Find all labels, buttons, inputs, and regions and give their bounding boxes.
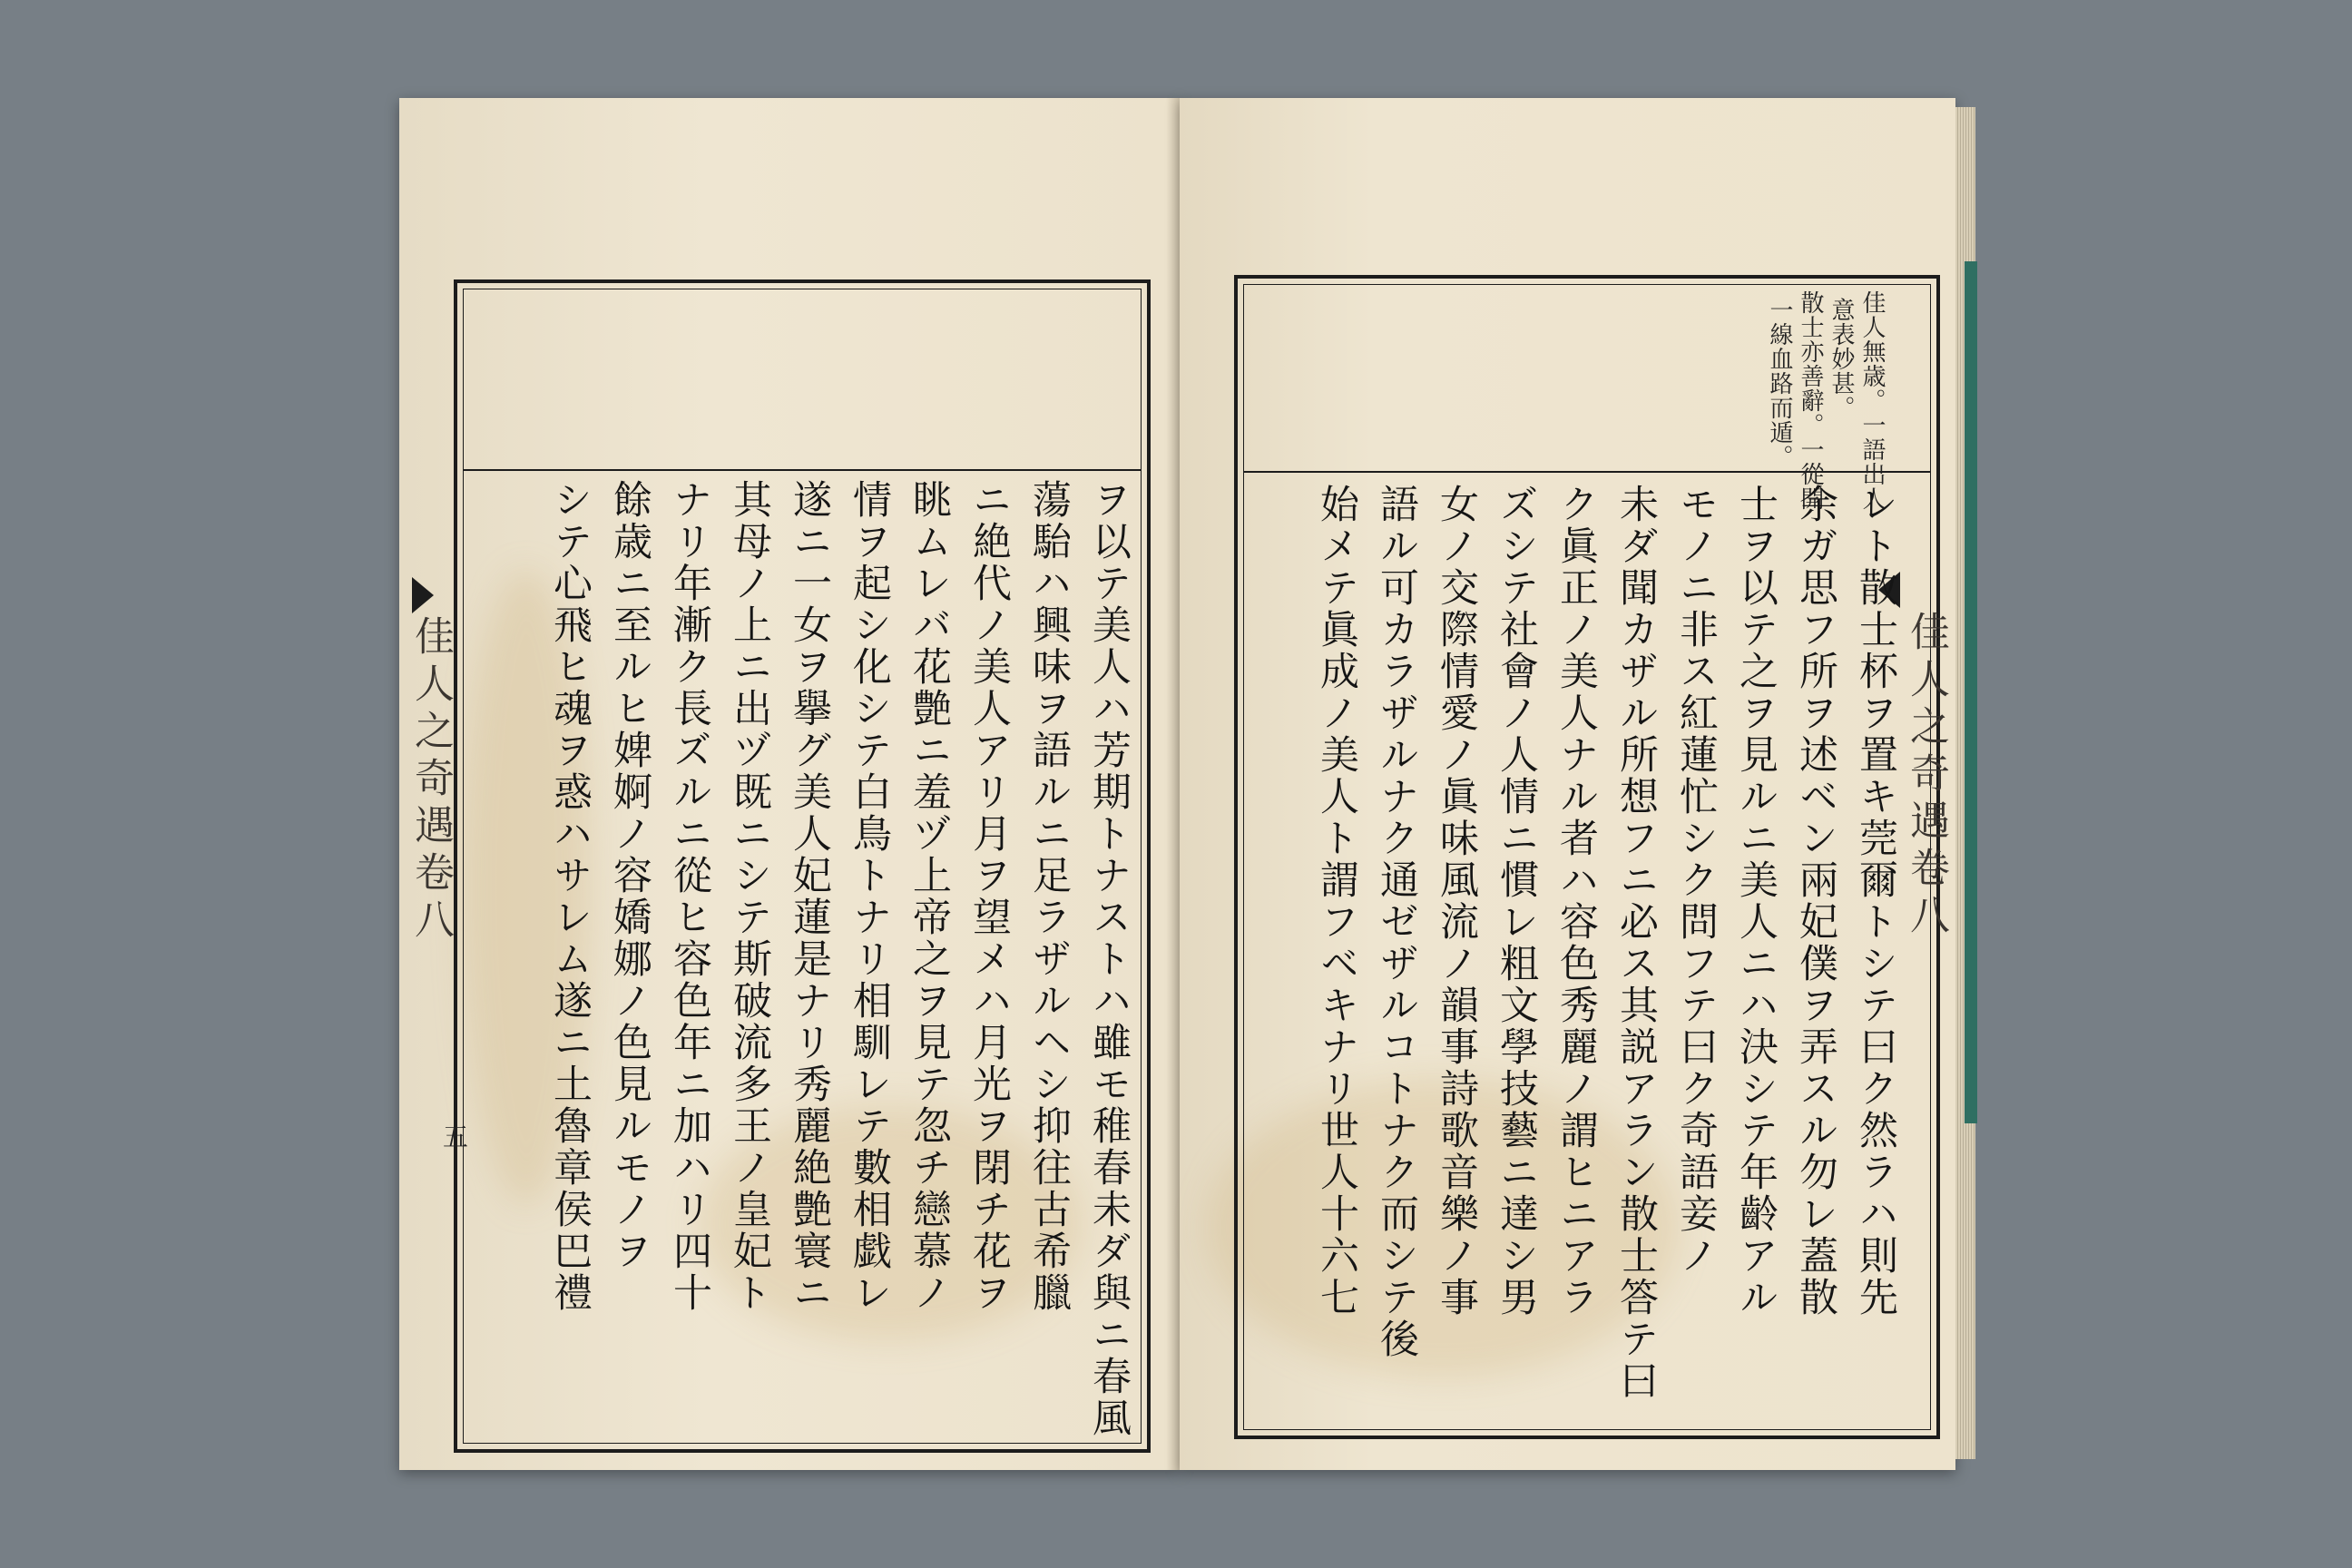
head-divider <box>463 469 1142 471</box>
right-running-title: 佳人之奇遇卷八 <box>1903 611 1949 941</box>
head-divider <box>1243 471 1931 473</box>
right-page <box>1180 98 1955 1470</box>
text-column: 余ガ思フ所ヲ述ベン兩妃僕ヲ弄スル勿レ蓋散 <box>1793 484 1838 1318</box>
text-column: ニ絶代ノ美人アリ月ヲ望メハ月光ヲ閉チ花ヲ <box>966 479 1012 1314</box>
text-column: ナリ年漸ク長ズルニ從ヒ容色年ニ加ハリ四十 <box>667 479 712 1314</box>
text-column: 餘歳ニ至ルヒ婢婀ノ容嬌娜ノ色見ルモノヲ <box>607 479 652 1272</box>
head-note-line: 散士亦善辭。一從開 <box>1797 290 1824 511</box>
left-folio: 五 <box>439 1123 469 1152</box>
left-block-center <box>390 289 472 1446</box>
fishtail-mark <box>412 577 434 613</box>
text-column: ク眞正ノ美人ナル者ハ容色秀麗ノ謂ヒニアラ <box>1553 484 1599 1318</box>
text-column: ヲ以テ美人ハ芳期トナストハ雖モ稚春未ダ與ニ春風 <box>1086 479 1132 1439</box>
text-column: モノニ非ス紅蓮忙シク問フテ曰ク奇語妾ノ <box>1673 484 1719 1277</box>
left-page <box>399 98 1180 1470</box>
head-note-line: 一線血路而遁。 <box>1766 298 1793 469</box>
head-note-line: 意表妙甚。 <box>1828 298 1855 420</box>
text-column: シテ心飛ヒ魂ヲ惑ハサレム遂ニ土魯章侯巴禮 <box>547 479 593 1314</box>
text-column: 眺ムレバ花艶ニ羞ヅ上帝之ヲ見テ忽チ戀慕ノ <box>906 479 952 1314</box>
text-column: 情ヲ起シ化シテ白鳥トナリ相馴レテ數相戯レ <box>847 479 892 1314</box>
text-column: 士ヲ以テ之ヲ見ルニ美人ニハ決シテ年齡アル <box>1733 484 1779 1318</box>
page-edge-tab <box>1965 261 1977 1123</box>
text-column: レト散士杯ヲ置キ莞爾トシテ曰ク然ラハ則先 <box>1853 484 1898 1318</box>
text-column: ズシテ社會ノ人情ニ慣レ粗文學技藝ニ達シ男 <box>1494 484 1539 1318</box>
text-column: 女ノ交際情愛ノ眞味風流ノ韻事詩歌音樂ノ事 <box>1434 484 1479 1318</box>
text-column: 其母ノ上ニ出ヅ既ニシテ斯破流多王ノ皇妃ト <box>727 479 772 1314</box>
text-column: 蕩駘ハ興味ヲ語ルニ足ラザルヘシ抑往古希臘 <box>1026 479 1072 1314</box>
text-column: 語ル可カラザルナク通ゼザルコトナク而シテ後 <box>1374 484 1419 1360</box>
text-column: 遂ニ一女ヲ擧グ美人妃蓮是ナリ秀麗絶艶寰ニ <box>787 479 832 1314</box>
head-note-line: 佳人無歳。一語出人 <box>1858 290 1886 511</box>
book-spread <box>386 98 1969 1470</box>
text-column: 未ダ聞カザル所想フニ必ス其説アラン散士答テ曰 <box>1613 484 1659 1402</box>
left-running-title: 佳人之奇遇卷八 <box>407 615 454 946</box>
text-column: 始メテ眞成ノ美人ト謂フベキナリ世人十六七 <box>1314 484 1359 1318</box>
